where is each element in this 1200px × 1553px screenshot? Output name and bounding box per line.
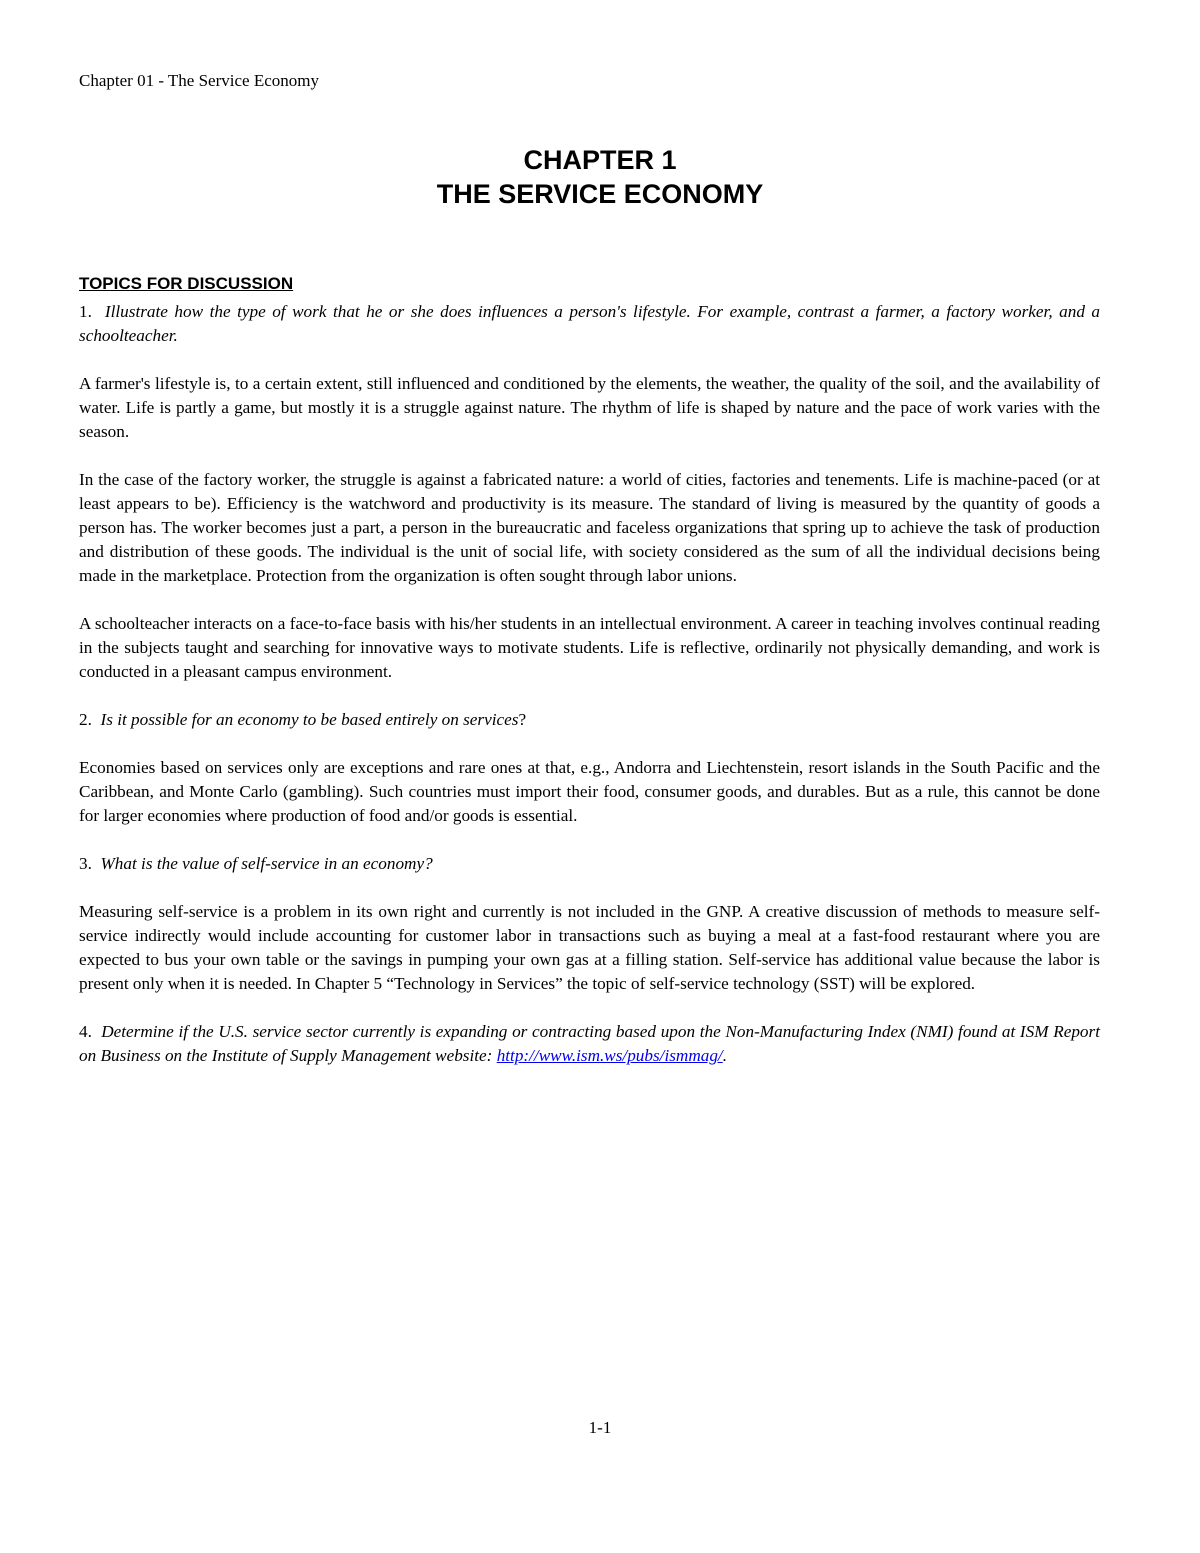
question-3 (79, 852, 1100, 876)
link-suffix: . (722, 1046, 728, 1065)
answer-paragraph: Measuring self-service is a problem in its own right and currently is not included in the GNP. A creative discussion of methods to measure self-service indirectly would include accounting for customer labor in transactions such as buying a meal at a fast-food restaurant where you are expected to bus your own table or the savings in pumping your own gas at a filling station. Self-service has additional value because the labor is present only when it is needed. In Chapter 5 “Technology in Services” the topic of self-service technology (SST) will be explored. (79, 902, 1100, 993)
question-text: Is it possible for an economy to be based entirely on services (100, 710, 519, 729)
question-number: 1. (79, 302, 92, 321)
answer-paragraph: A schoolteacher interacts on a face-to-face basis with his/her students in an intellectual environment. A career in teaching involves continual reading in the subjects taught and searching for innovative ways to motivate students. Life is reflective, ordinarily not physically demanding, and work is conducted in a pleasant campus environment. (79, 614, 1100, 681)
document-body (79, 272, 1100, 1092)
question-number: 2. (79, 710, 92, 729)
chapter-number: CHAPTER 1 (523, 145, 677, 175)
chapter-title (0, 143, 1200, 211)
section-heading: TOPICS FOR DISCUSSION (79, 274, 294, 293)
chapter-name: THE SERVICE ECONOMY (436, 179, 764, 209)
answer-paragraph: In the case of the factory worker, the struggle is against a fabricated nature: a world of cities, factories and tenements. Life is machine-paced (or at least appears to be). Efficiency is the watchword and productivity is its measure. The standard of living is measured by the quantity of goods a person has. The worker becomes just a part, a person in the bureaucratic and faceless organizations that spring up to achieve the task of production and distribution of these goods. The individual is the unit of social life, with society considered as the sum of all the individual decisions being made in the marketplace. Protection from the organization is often sought through labor unions. (79, 470, 1100, 585)
question-number: 3. (79, 854, 92, 873)
answer-paragraph: A farmer's lifestyle is, to a certain extent, still influenced and conditioned by the elements, the weather, the quality of the soil, and the availability of water. Life is partly a game, but mostly it is a struggle against nature. The rhythm of life is shaped by nature and the pace of work varies with the season. (79, 374, 1100, 441)
question-text: Determine if the U.S. service sector currently is expanding or contracting based upon the Non-Manufacturing Index (NMI) found at ISM Report on Business on the Institute of Supply Management website: (79, 1022, 1100, 1065)
question-number: 4. (79, 1022, 92, 1041)
ism-website-link[interactable]: http://www.ism.ws/pubs/ismmag/ (496, 1046, 723, 1065)
question-text: What is the value of self-service in an economy? (100, 854, 433, 873)
question-suffix: ? (518, 710, 527, 729)
question-2 (79, 708, 1100, 732)
question-1 (79, 300, 1100, 348)
question-text: Illustrate how the type of work that he or she does influences a person's lifestyle. For example, contrast a farmer, a factory worker, and a schoolteacher. (79, 302, 1101, 345)
running-header: Chapter 01 - The Service Economy (79, 71, 319, 90)
answer-paragraph: Economies based on services only are exceptions and rare ones at that, e.g., Andorra and Liechtenstein, resort islands in the South Pacific and the Caribbean, and Monte Carlo (gambling). Such countries must import their food, consumer goods, and durables. But as a rule, this cannot be done for larger economies where production of food and/or goods is essential. (79, 758, 1100, 825)
page-number: 1-1 (588, 1418, 612, 1437)
question-4 (79, 1020, 1100, 1068)
